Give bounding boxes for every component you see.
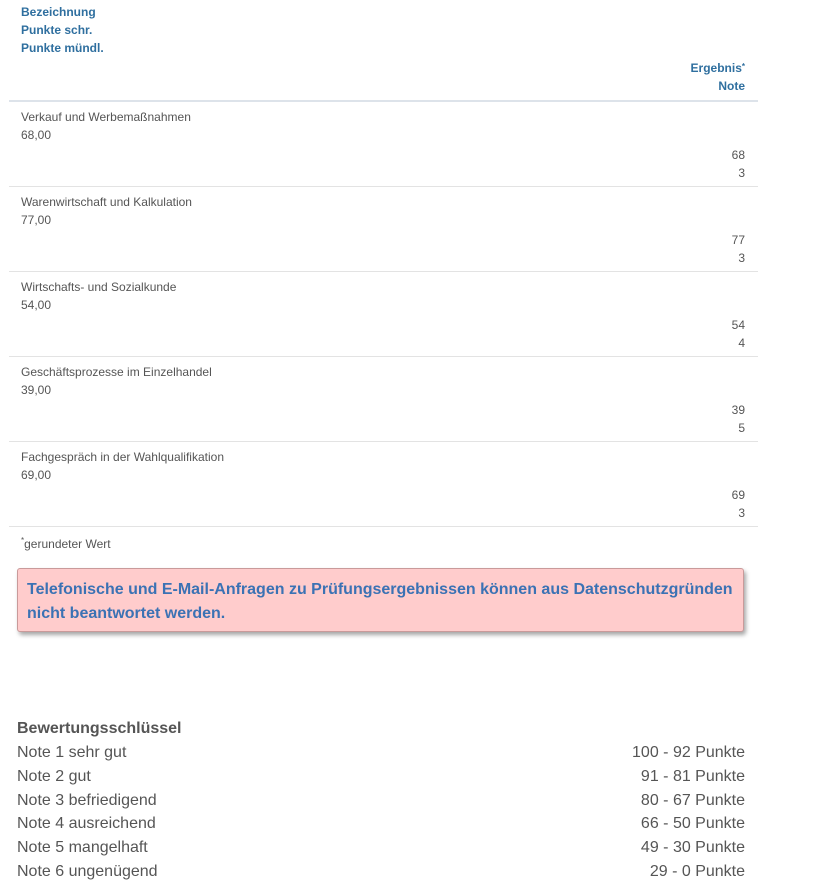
subject-name: Verkauf und Werbemaßnahmen — [21, 110, 191, 124]
grade-label: Note 6 ungenügend — [17, 862, 158, 880]
privacy-alert: Telefonische und E-Mail-Anfragen zu Prüfungsergebnissen können aus Datenschutzgründen nicht beantwortet werden. — [17, 568, 744, 632]
subject-result: 54 — [731, 318, 745, 332]
subject-points: 39,00 — [21, 383, 52, 397]
subject-grade: 4 — [738, 336, 745, 350]
table-row — [9, 187, 758, 272]
grade-label: Note 4 ausreichend — [17, 815, 156, 833]
subject-grade: 3 — [738, 166, 745, 180]
header-result — [691, 59, 745, 77]
grade-range: 29 - 0 Punkte — [649, 862, 745, 880]
subject-grade: 3 — [738, 251, 745, 265]
results-table — [9, 0, 758, 527]
grade-range: 49 - 30 Punkte — [640, 839, 745, 857]
grade-range: 80 - 67 Punkte — [640, 791, 745, 809]
grading-scale — [17, 717, 745, 884]
subject-result: 69 — [731, 488, 745, 502]
table-row — [9, 442, 758, 527]
footnote-marker: * — [21, 536, 25, 545]
subject-result: 68 — [731, 148, 745, 162]
grading-scale-row — [17, 741, 745, 765]
header-written-points: Punkte schr. — [21, 23, 93, 37]
grading-scale-title: Bewertungsschlüssel — [17, 720, 182, 737]
subject-name: Fachgespräch in der Wahlqualifikation — [21, 450, 224, 464]
grade-label: Note 1 sehr gut — [17, 744, 127, 761]
table-row — [9, 357, 758, 442]
rounding-footnote — [21, 532, 111, 553]
table-row — [9, 102, 758, 187]
subject-name: Geschäftsprozesse im Einzelhandel — [21, 365, 212, 379]
table-header — [9, 0, 758, 102]
subject-points: 77,00 — [21, 213, 52, 227]
grade-range: 66 - 50 Punkte — [640, 815, 745, 833]
grading-scale-row — [17, 860, 745, 884]
footnote-text: gerundeter Wert — [24, 537, 111, 551]
header-oral-points: Punkte mündl. — [21, 41, 104, 55]
grade-range: 91 - 81 Punkte — [640, 767, 745, 785]
subject-points: 68,00 — [21, 128, 52, 142]
subject-name: Wirtschafts- und Sozialkunde — [21, 280, 177, 294]
grade-label: Note 2 gut — [17, 767, 91, 785]
table-row — [9, 272, 758, 357]
header-name: Bezeichnung — [21, 5, 96, 19]
subject-grade: 3 — [738, 506, 745, 520]
grading-scale-row — [17, 765, 745, 789]
subject-points: 54,00 — [21, 298, 52, 312]
subject-points: 69,00 — [21, 468, 52, 482]
grading-scale-row — [17, 812, 745, 836]
subject-grade: 5 — [738, 421, 745, 435]
header-grade: Note — [718, 79, 745, 93]
header-result-label: Ergebnis — [690, 61, 742, 75]
header-result-marker: * — [741, 62, 745, 71]
grade-range: 100 - 92 Punkte — [632, 744, 745, 761]
grade-label: Note 3 befriedigend — [17, 791, 157, 809]
subject-result: 77 — [731, 233, 745, 247]
grading-scale-row — [17, 789, 745, 813]
subject-name: Warenwirtschaft und Kalkulation — [21, 195, 192, 209]
grading-scale-row — [17, 836, 745, 860]
subject-result: 39 — [731, 403, 745, 417]
grade-label: Note 5 mangelhaft — [17, 839, 148, 857]
